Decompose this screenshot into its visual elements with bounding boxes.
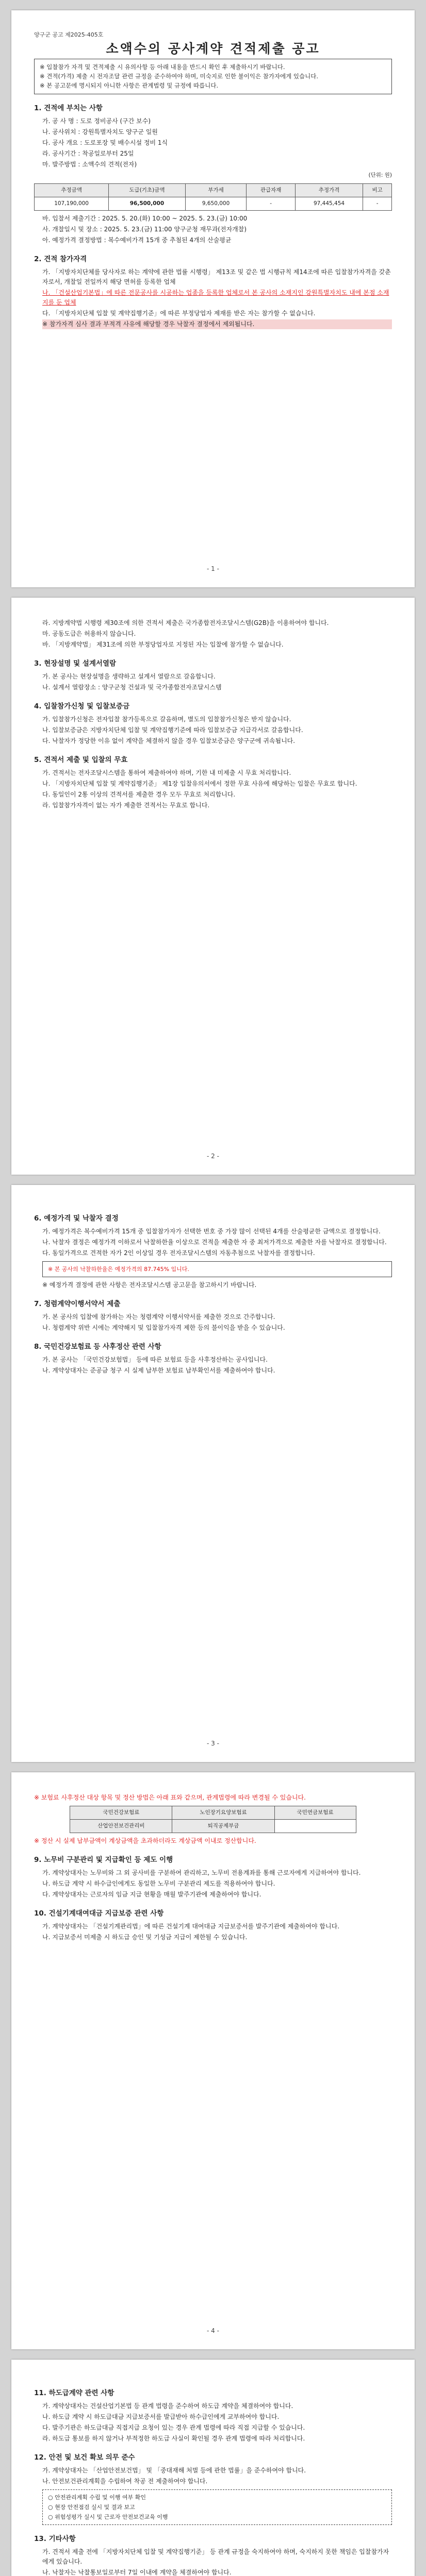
page-number: - 2 - (207, 1153, 219, 1160)
section-line: 나. 하도급 계약 시 하도급대금 지급보증서를 발급받아 하수급인에게 교부하여야 합니다. (42, 2413, 280, 2420)
section-line: 바. 「지방계약법」 제31조에 의한 부정당업자로 지정된 자는 입찰에 참가할 수 없습니다. (42, 641, 284, 648)
schedule-line: 바. 입찰서 제출기간 : 2025. 5. 20.(화) 10:00 ~ 2025. 5. 23.(금) 10:00 (42, 215, 248, 222)
box-line: ○ 위험성평가 실시 및 근로자 안전보건교육 이행 (48, 2514, 168, 2520)
intro-box (34, 59, 392, 94)
table-cell: - (363, 197, 392, 211)
page-4 (11, 1772, 415, 2349)
table-header: 관급자재 (247, 184, 295, 197)
section-title: 2. 견적 참가자격 (34, 255, 87, 263)
section-line: 가. 「지방자치단체를 당사자로 하는 계약에 관한 법률 시행령」 제13조 및 같은 법 시행규칙 제14조에 따른 입찰참가자격을 갖춘 자로서, 개찰일 전일까지 해당 면허를 등록한 업체 (42, 268, 391, 285)
section-line: 가. 예정가격은 복수예비가격 15개 중 입찰참가자가 선택한 번호 중 가장 많이 선택된 4개를 산술평균한 금액으로 결정합니다. (42, 1228, 381, 1235)
page-5 (11, 2360, 415, 2576)
section-line-emphasis: ※ 정산 시 실제 납부금액이 계상금액을 초과하더라도 계상금액 이내로 정산합니다. (34, 1837, 256, 1844)
table-header: 국민연금보험료 (274, 1806, 356, 1820)
safety-box (42, 2489, 392, 2525)
section-line: 나. 하도급 계약 시 하수급인에게도 동일한 노무비 구분관리 제도를 적용하여야 합니다. (42, 1880, 275, 1887)
section-line: 다. 「지방자치단체 입찰 및 계약집행기준」에 따른 부정당업자 제재를 받은 자는 참가할 수 없습니다. (42, 310, 316, 317)
section-title: 6. 예정가격 및 낙찰자 결정 (34, 1214, 119, 1223)
page-2 (11, 598, 415, 1175)
section-line: 가. 견적서 제출 전에 「지방자치단체 입찰 및 계약집행기준」 등 관계 규정을 숙지하여야 하며, 숙지하지 못한 책임은 입찰참가자에게 있습니다. (42, 2548, 389, 2565)
pink-highlight: ※ 참가자격 심사 결과 부적격 사유에 해당할 경우 낙찰자 결정에서 제외됩니다. (42, 319, 392, 329)
section-title: 3. 현장설명 및 설계서열람 (34, 659, 117, 668)
box-line: ○ 안전관리계획 수립 및 이행 여부 확인 (48, 2494, 146, 2501)
section-line: 가. 계약상대자는 노무비와 그 외 공사비를 구분하여 관리하고, 노무비 전용계좌를 통해 근로자에게 지급하여야 합니다. (42, 1869, 361, 1876)
section-line: 나. 입찰보증금은 지방자치단체 입찰 및 계약집행기준에 따라 입찰보증금 지급각서로 갈음합니다. (42, 726, 303, 734)
section-line-emphasis: 나. 「건설산업기본법」에 따른 전문공사를 시공하는 업종을 등록한 업체로서 본 공사의 소재지인 강원특별자치도 내에 본점 소재지를 둔 업체 (42, 289, 389, 306)
table-header: 추정가격 (295, 184, 363, 197)
table-cell: 9,650,000 (185, 197, 247, 211)
section-line: 나. 낙찰자는 낙찰통보일로부터 7일 이내에 계약을 체결하여야 합니다. (42, 2569, 232, 2576)
page-number: - 1 - (207, 565, 219, 572)
section-line: 나. 설계서 열람장소 : 양구군청 건설과 및 국가종합전자조달시스템 (42, 684, 222, 691)
section-line: 가. 계약상대자는 「산업안전보건법」 및 「중대재해 처벌 등에 관한 법률」을 준수하여야 합니다. (42, 2467, 306, 2474)
page-number: - 4 - (207, 2327, 219, 2334)
section-line: 나. 낙찰자 결정은 예정가격 이하로서 낙찰하한율 이상으로 견적을 제출한 자 중 최저가격으로 제출한 자를 낙찰자로 결정합니다. (42, 1239, 387, 1246)
section-line: 다. 동일가격으로 견적한 자가 2인 이상일 경우 전자조달시스템의 자동추첨으로 낙찰자를 결정합니다. (42, 1249, 315, 1257)
section-title: 9. 노무비 구분관리 및 지급확인 등 제도 이행 (34, 1856, 173, 1864)
table-header: 추정금액 (35, 184, 109, 197)
intro-line: ※ 입찰참가 자격 및 견적제출 시 유의사항 등 아래 내용을 반드시 확인 후 제출하시기 바랍니다. (40, 63, 285, 71)
schedule-line: 아. 예정가격 결정방법 : 복수예비가격 15개 중 추첨된 4개의 산술평균 (42, 236, 232, 244)
section-line: 가. 계약상대자는 「건설기계관리법」에 따른 건설기계 대여대금 지급보증서를 발주기관에 제출하여야 합니다. (42, 1923, 340, 1930)
schedule-line: 사. 개찰일시 및 장소 : 2025. 5. 23.(금) 11:00 양구군청 재무과(전자개찰) (42, 226, 247, 233)
section-line: ※ 예정가격 결정에 관한 사항은 전자조달시스템 공고문을 참고하시기 바랍니다. (42, 1281, 257, 1289)
section-line: 다. 공사 개요 : 도로포장 및 배수시설 정비 1식 (42, 139, 168, 146)
section-title: 12. 안전 및 보건 확보 의무 준수 (34, 2453, 135, 2462)
section-line: 나. 「지방자치단체 입찰 및 계약집행기준」 제1장 입찰유의서에서 정한 무효 사유에 해당하는 입찰은 무효로 합니다. (42, 780, 357, 787)
section-title: 11. 하도급계약 관련 사항 (34, 2389, 114, 2397)
page-number: - 3 - (207, 1740, 219, 1747)
section-title: 13. 기타사항 (34, 2535, 76, 2543)
section-line: 나. 지급보증서 미제출 시 하도급 승인 및 기성금 지급이 제한될 수 있습니다. (42, 1934, 248, 1941)
table-header: 국민건강보험료 (70, 1806, 172, 1820)
notice-number: 양구군 공고 제2025-405호 (34, 31, 104, 38)
intro-line: ※ 본 공고문에 명시되지 아니한 사항은 관계법령 및 규정에 따릅니다. (40, 82, 219, 89)
section-line: 가. 본 공사는 「국민건강보험법」 등에 따른 보험료 등을 사후정산하는 공사입니다. (42, 1356, 268, 1363)
section-line: 다. 낙찰자가 정당한 이유 없이 계약을 체결하지 않을 경우 입찰보증금은 양구군에 귀속됩니다. (42, 737, 296, 744)
table-header: 퇴직공제부금 (172, 1820, 274, 1833)
section-line: 나. 안전보건관리계획을 수립하여 착공 전 제출하여야 합니다. (42, 2478, 208, 2485)
section-line-emphasis: ※ 보험료 사후정산 대상 항목 및 정산 방법은 아래 표와 같으며, 관계법령에 따라 변경될 수 있습니다. (34, 1794, 306, 1801)
section-line: 라. 하도급 통보를 하지 않거나 부적정한 하도급 사실이 확인될 경우 관계 법령에 따라 처리합니다. (42, 2435, 305, 2442)
section-line: 라. 입찰참가자격이 없는 자가 제출한 견적서는 무효로 합니다. (42, 802, 210, 809)
table-header: 노인장기요양보험료 (172, 1806, 274, 1820)
table-header: 도급(기초)금액 (109, 184, 185, 197)
section-line: 가. 입찰참가신청은 전자입찰 참가등록으로 갈음하며, 별도의 입찰참가신청은 받지 않습니다. (42, 716, 291, 723)
section-line: 라. 지방계약법 시행령 제30조에 의한 견적서 제출은 국가종합전자조달시스템(G2B)을 이용하여야 합니다. (42, 619, 329, 626)
section-line: 가. 본 공사는 현장설명을 생략하고 설계서 열람으로 갈음합니다. (42, 673, 216, 680)
table-cell (274, 1820, 356, 1833)
table-cell: 107,190,000 (35, 197, 109, 211)
table-header: 부가세 (185, 184, 247, 197)
section-title: 1. 견적에 부치는 사항 (34, 104, 103, 112)
section-title: 10. 건설기계대여대금 지급보증 관련 사항 (34, 1909, 164, 1918)
section-line: 나. 청렴계약 위반 시에는 계약해지 및 입찰참가자격 제한 등의 불이익을 받을 수 있습니다. (42, 1324, 285, 1331)
intro-line: ※ 견적(가격) 제출 시 전자조달 관련 규정을 준수하여야 하며, 미숙지로 인한 불이익은 참가자에게 있습니다. (40, 73, 319, 80)
table-header: 산업안전보건관리비 (70, 1820, 172, 1833)
section-line: 가. 공 사 명 : 도로 정비공사 (구간 보수) (42, 117, 151, 125)
section-line: 다. 계약상대자는 근로자의 임금 지급 현황을 매월 발주기관에 제출하여야 합니다. (42, 1891, 261, 1898)
box-line: ○ 현장 안전점검 실시 및 결과 보고 (48, 2504, 135, 2511)
document-title: 소액수의 공사계약 견적제출 공고 (106, 41, 320, 56)
section-line: 나. 공사위치 : 강원특별자치도 양구군 일원 (42, 128, 158, 135)
page-1 (11, 10, 415, 587)
section-line: 다. 동일인이 2통 이상의 견적서를 제출한 경우 모두 무효로 처리합니다. (42, 791, 236, 798)
section-line: 나. 계약상대자는 준공금 청구 시 실제 납부한 보험료 납부확인서를 제출하여야 합니다. (42, 1367, 275, 1374)
section-title: 8. 국민건강보험료 등 사후정산 관련 사항 (34, 1343, 161, 1351)
insurance-table (70, 1806, 356, 1833)
price-table (34, 183, 392, 211)
section-line: 가. 견적서는 전자조달시스템을 통하여 제출하여야 하며, 기한 내 미제출 시 무효 처리합니다. (42, 769, 291, 776)
table-unit: (단위: 원) (368, 172, 392, 178)
section-line: 마. 공동도급은 허용하지 않습니다. (42, 630, 136, 637)
section-line: 다. 발주기관은 하도급대금 직접지급 요청이 있는 경우 관계 법령에 따라 직접 지급할 수 있습니다. (42, 2424, 305, 2431)
table-cell: 96,500,000 (109, 197, 185, 211)
section-line: 가. 본 공사의 입찰에 참가하는 자는 청렴계약 이행서약서를 제출한 것으로 간주합니다. (42, 1313, 275, 1320)
section-title: 4. 입찰참가신청 및 입찰보증금 (34, 702, 130, 710)
section-line: 마. 발주방법 : 소액수의 견적(전자) (42, 161, 137, 168)
page-3 (11, 1185, 415, 1762)
section-line: 가. 계약상대자는 건설산업기본법 등 관계 법령을 준수하여 하도급 계약을 체결하여야 합니다. (42, 2402, 293, 2410)
notice-box: ※ 본 공사의 낙찰하한율은 예정가격의 87.745% 입니다. (42, 1261, 392, 1277)
section-title: 5. 견적서 제출 및 입찰의 무효 (34, 756, 128, 764)
section-line: 라. 공사기간 : 착공일로부터 25일 (42, 150, 134, 157)
table-cell: 97,445,454 (295, 197, 363, 211)
table-header: 비고 (363, 184, 392, 197)
section-title: 7. 청렴계약이행서약서 제출 (34, 1300, 121, 1308)
table-cell: - (247, 197, 295, 211)
